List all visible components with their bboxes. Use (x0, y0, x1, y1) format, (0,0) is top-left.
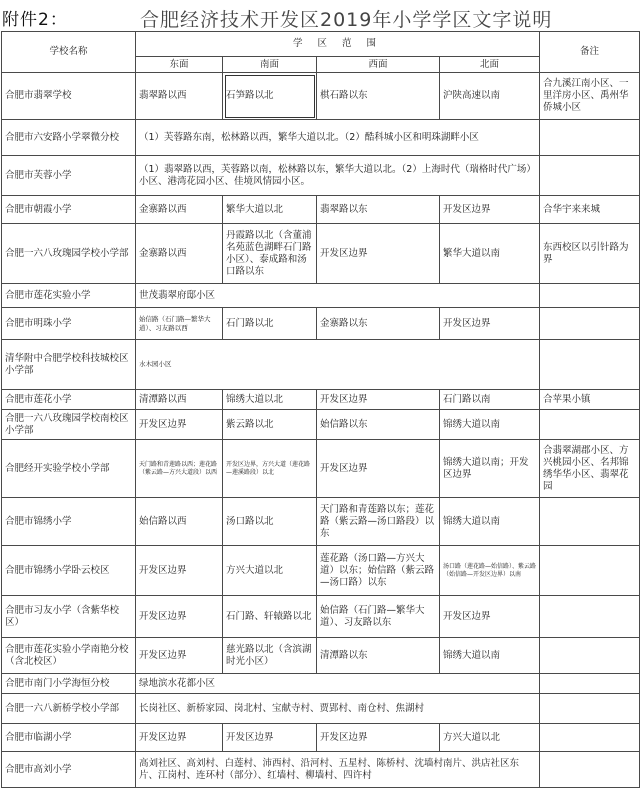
remark-cell (540, 724, 640, 752)
east-boundary: 金寨路以西 (136, 224, 223, 284)
west-boundary: 始信路（石门路—繁华大道）、习友路以东 (317, 596, 440, 638)
west-boundary: 金寨路以东 (317, 308, 440, 340)
school-name: 合肥市临湖小学 (2, 724, 136, 752)
remark-cell: 合苹果小镇 (540, 390, 640, 410)
west-boundary: 棋石路以东 (317, 73, 440, 120)
east-boundary: 始信路（石门路—繁华大道）、习友路以西 (136, 308, 223, 340)
remark-column-header: 备注 (540, 32, 640, 73)
table-row (2, 440, 640, 498)
west-boundary: 天门路和青莲路以东；莲花路（紫云路—汤口路段）以东 (317, 498, 440, 546)
table-row (2, 156, 640, 196)
west-boundary: 开发区边界 (317, 724, 440, 752)
remark-cell: 合九溪江南小区、一里洋房小区、禹州华侨城小区 (540, 73, 640, 120)
table-row (2, 410, 640, 440)
table-row (2, 224, 640, 284)
south-column-header: 南面 (223, 57, 317, 73)
north-boundary: 锦绣大道以南 (440, 638, 540, 674)
school-name: 合肥市锦绣小学 (2, 498, 136, 546)
south-boundary: 开发区边界 (223, 724, 317, 752)
school-name: 合肥经开实验学校小学部 (2, 440, 136, 498)
north-boundary: 方兴大道以北 (440, 724, 540, 752)
remark-cell: 东西校区以引针路为界 (540, 224, 640, 284)
remark-cell: 合翡翠湖郡小区、方兴桃园小区、名邦锦绣华华小区、翡翠花园 (540, 440, 640, 498)
east-boundary: 开发区边界 (136, 724, 223, 752)
school-name: 合肥一六八玫瑰园学校南校区小学部 (2, 410, 136, 440)
remark-cell (540, 156, 640, 196)
north-boundary: 开发区边界 (440, 596, 540, 638)
range-description: 长岗社区、新桥家园、岗北村、宝献寺村、贾郢村、南仓村、焦湖村 (136, 694, 540, 724)
east-boundary: 天门路和青莲路以西；莲花路（紫云路—方兴大道段）以西 (136, 440, 223, 498)
east-boundary: 清潭路以西 (136, 390, 223, 410)
table-row (2, 694, 640, 724)
remark-cell (540, 498, 640, 546)
range-description: （1）芙蓉路东南，松林路以西，繁华大道以北。（2）酷科城小区和明珠湖畔小区 (136, 120, 540, 156)
west-boundary: 翡翠路以东 (317, 196, 440, 224)
school-column-header: 学校名称 (2, 32, 136, 73)
west-boundary: 始信路以东 (317, 410, 440, 440)
remark-cell (540, 284, 640, 308)
table-row (2, 284, 640, 308)
east-boundary: 开发区边界 (136, 596, 223, 638)
remark-cell (540, 638, 640, 674)
north-boundary: 繁华大道以南 (440, 224, 540, 284)
east-boundary: 开发区边界 (136, 410, 223, 440)
north-boundary: 沪陕高速以南 (440, 73, 540, 120)
north-boundary: 锦绣大道以南 (440, 410, 540, 440)
table-row (2, 120, 640, 156)
south-boundary: 丹霞路以北（含董浦名苑蓝色湖畔石门路小区）、泰成路和汤口路以东 (223, 224, 317, 284)
north-boundary: 锦绣大道以南；开发区边界 (440, 440, 540, 498)
remark-cell (540, 410, 640, 440)
south-boundary: 慈光路以北（含滨湖时光小区） (223, 638, 317, 674)
range-description: 世茂翡翠府邸小区 (136, 284, 540, 308)
header-row (2, 32, 640, 57)
school-name: 合肥市高刘小学 (2, 752, 136, 788)
remark-cell (540, 694, 640, 724)
school-name: 清华附中合肥学校科技城校区小学部 (2, 340, 136, 390)
school-district-table (1, 31, 640, 788)
west-boundary: 清潭路以东 (317, 638, 440, 674)
table-row (2, 73, 640, 120)
table-row (2, 340, 640, 390)
school-name: 合肥市莲花实验小学 (2, 284, 136, 308)
school-name: 合肥市习友小学（含紫华校区） (2, 596, 136, 638)
remark-cell (540, 546, 640, 596)
north-boundary: 汤口路（莲花路—始信路）、紫云路（始信路—开发区边界）以南 (440, 546, 540, 596)
table-row (2, 596, 640, 638)
school-name: 合肥市六安路小学翠微分校 (2, 120, 136, 156)
attachment-label: 附件2： (2, 10, 68, 30)
school-name: 合肥市莲花实验小学南艳分校（含北校区） (2, 638, 136, 674)
school-name: 合肥市锦绣小学卧云校区 (2, 546, 136, 596)
table-row (2, 196, 640, 224)
table-row (2, 638, 640, 674)
south-boundary: 石门路、轩辕路以北 (223, 596, 317, 638)
south-boundary: 开发区边界，方兴大道（莲花路—莲溪路段）以北 (223, 440, 317, 498)
east-boundary: 开发区边界 (136, 546, 223, 596)
remark-cell (540, 752, 640, 788)
table-row (2, 546, 640, 596)
north-column-header: 北面 (440, 57, 540, 73)
table-row (2, 498, 640, 546)
east-boundary: 金寨路以西 (136, 196, 223, 224)
document-header (0, 0, 640, 32)
south-boundary: 紫云路以北 (223, 410, 317, 440)
school-name: 合肥一六八新桥学校小学部 (2, 694, 136, 724)
range-column-header: 学 区 范 围 (136, 32, 540, 57)
remark-cell (540, 340, 640, 390)
table-row (2, 308, 640, 340)
east-boundary: 开发区边界 (136, 638, 223, 674)
south-boundary: 汤口路以北 (223, 498, 317, 546)
south-boundary: 石笋路以北 (223, 73, 317, 120)
east-column-header: 东面 (136, 57, 223, 73)
west-boundary: 莲花路（汤口路—方兴大道）以东；始信路（紫云路—汤口路）以东 (317, 546, 440, 596)
south-boundary: 石门路以北 (223, 308, 317, 340)
remark-cell (540, 596, 640, 638)
range-description: 绿地滨水花都小区 (136, 674, 540, 694)
north-boundary: 锦绣大道以南 (440, 498, 540, 546)
remark-cell (540, 674, 640, 694)
west-column-header: 西面 (317, 57, 440, 73)
table-row (2, 752, 640, 788)
school-name: 合肥一六八玫瑰园学校小学部 (2, 224, 136, 284)
school-name: 合肥市南门小学海恒分校 (2, 674, 136, 694)
remark-cell: 合华宇来来城 (540, 196, 640, 224)
east-boundary: 始信路以西 (136, 498, 223, 546)
west-boundary: 开发区边界 (317, 440, 440, 498)
document-title: 合肥经济技术开发区2019年小学学区文字说明 (140, 9, 553, 31)
south-boundary: 方兴大道以北 (223, 546, 317, 596)
school-name: 合肥市明珠小学 (2, 308, 136, 340)
table-row (2, 674, 640, 694)
school-name: 合肥市朝霞小学 (2, 196, 136, 224)
school-name: 合肥市翡翠学校 (2, 73, 136, 120)
table-row (2, 390, 640, 410)
school-name: 合肥市莲花小学 (2, 390, 136, 410)
remark-cell (540, 120, 640, 156)
remark-cell (540, 308, 640, 340)
east-boundary: 翡翠路以西 (136, 73, 223, 120)
north-boundary: 开发区边界 (440, 196, 540, 224)
school-name: 合肥市芙蓉小学 (2, 156, 136, 196)
south-boundary: 锦绣大道以北 (223, 390, 317, 410)
west-boundary: 开发区边界 (317, 390, 440, 410)
north-boundary: 开发区边界 (440, 308, 540, 340)
south-boundary: 繁华大道以北 (223, 196, 317, 224)
table-row (2, 724, 640, 752)
range-description: （1）翡翠路以西，芙蓉路以南，松林路以东，繁华大道以北。（2）上海时代（瑞格时代广场）小区、港湾花园小区、佳境风情园小区。 (136, 156, 540, 196)
range-description: 高刘社区、高刘村、白莲村、沛西村、沿河村、五星村、陈桥村、沈墙村南片、洪店社区东片、江岗村、连环村（部分）、红墙村、柳墙村、四许村 (136, 752, 540, 788)
range-description: 水木园小区 (136, 340, 540, 390)
west-boundary: 开发区边界 (317, 224, 440, 284)
north-boundary: 石门路以南 (440, 390, 540, 410)
